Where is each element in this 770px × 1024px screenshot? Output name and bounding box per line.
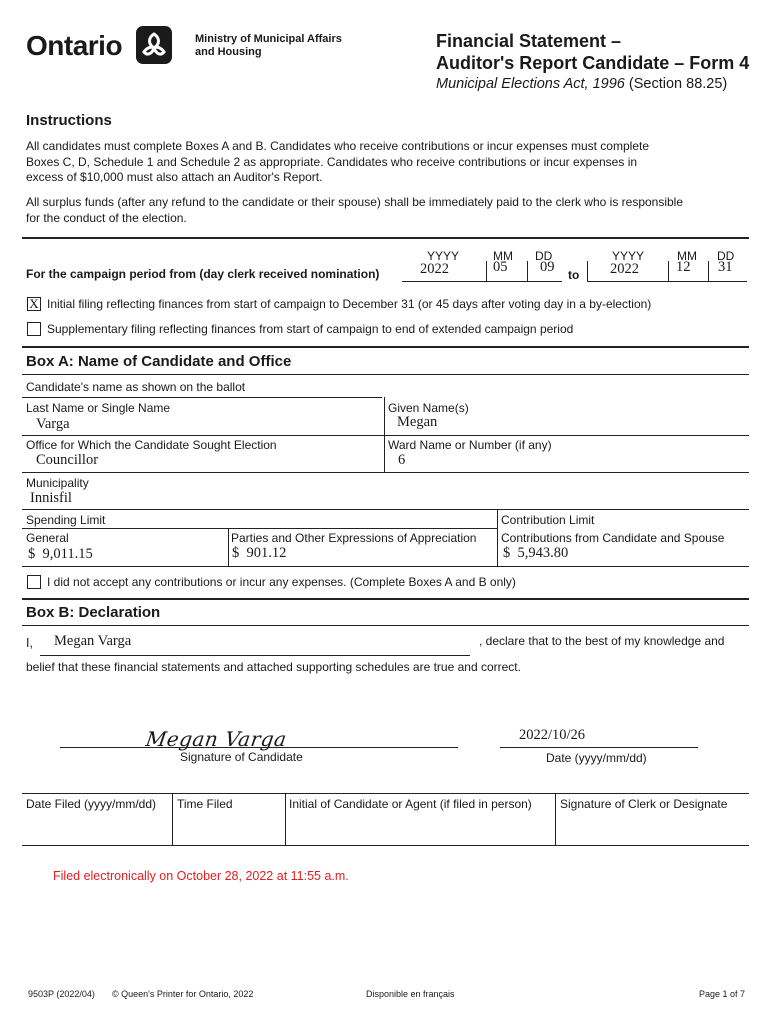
divider xyxy=(22,625,749,626)
from-yyyy-label: YYYY xyxy=(427,249,460,263)
divider xyxy=(22,374,749,375)
divider xyxy=(22,397,382,398)
parties-value[interactable]: $ 901.12 xyxy=(232,545,287,561)
copyright: © Queen's Printer for Ontario, 2022 xyxy=(112,989,254,999)
from-date-underline xyxy=(402,281,562,282)
contrib-candidate-value[interactable]: $ 5,943.80 xyxy=(503,545,569,561)
date-tick xyxy=(527,261,528,281)
ward-label: Ward Name or Number (if any) xyxy=(388,438,552,452)
supplementary-filing-checkbox[interactable] xyxy=(27,322,41,336)
declare-text: , declare that to the best of my knowledge and xyxy=(479,634,725,648)
divider xyxy=(22,435,749,436)
box-a-heading: Box A: Name of Candidate and Office xyxy=(26,353,292,370)
divider xyxy=(172,793,173,845)
instructions-para-2 xyxy=(26,195,683,226)
to-dd-label: DD xyxy=(717,249,735,263)
ballot-note: Candidate's name as shown on the ballot xyxy=(26,380,246,394)
divider xyxy=(22,598,749,600)
last-name-field[interactable]: Varga xyxy=(36,416,70,432)
instr-line: All surplus funds (after any refund to the candidate or their spouse) shall be immediately paid to the clerk who is responsible xyxy=(26,195,684,209)
municipality-label: Municipality xyxy=(26,476,89,490)
contribution-limit-label: Contribution Limit xyxy=(501,513,595,527)
date-underline xyxy=(500,747,698,748)
logo-wordmark: Ontario xyxy=(26,30,123,61)
ministry-name xyxy=(195,33,342,59)
signature-underline xyxy=(60,747,458,748)
date-tick xyxy=(587,261,588,281)
instr-line: excess of $10,000 must also attach an Auditor's Report. xyxy=(26,170,323,184)
parties-label: Parties and Other Expressions of Appreciation xyxy=(231,531,477,545)
instr-line: for the conduct of the election. xyxy=(26,210,187,225)
belief-text: belief that these financial statements and attached supporting schedules are true and correct. xyxy=(26,660,521,674)
last-name-label: Last Name or Single Name xyxy=(26,401,171,415)
instr-line: Boxes C, D, Schedule 1 and Schedule 2 as appropriate. Candidates who receive contributions or incur expenses in xyxy=(26,154,638,169)
instructions-para-1 xyxy=(26,139,649,186)
to-date-underline xyxy=(587,281,747,282)
to-mm-label: MM xyxy=(677,249,697,263)
from-day-field[interactable]: 09 xyxy=(540,259,555,275)
ward-field[interactable]: 6 xyxy=(398,452,406,468)
divider xyxy=(285,793,286,845)
box-b-heading: Box B: Declaration xyxy=(26,604,161,621)
initial-filing-label: Initial filing reflecting finances from start of campaign to December 31 (or 45 days after voting day in a by-election) xyxy=(47,297,652,311)
divider xyxy=(228,528,229,567)
signature-label: Signature of Candidate xyxy=(180,750,303,764)
from-dd-label: DD xyxy=(535,249,553,263)
to-label: to xyxy=(568,268,580,282)
divider xyxy=(22,346,749,348)
signature-date-field[interactable]: 2022/10/26 xyxy=(519,727,586,743)
act-section: (Section 88.25) xyxy=(624,76,728,92)
divider xyxy=(22,845,749,846)
act-reference xyxy=(436,76,727,92)
act-name: Municipal Elections Act, 1996 xyxy=(436,76,625,92)
form-title xyxy=(436,30,749,74)
form-number: 9503P (2022/04) xyxy=(28,989,95,999)
ministry-line-2: and Housing xyxy=(195,46,262,58)
ontario-logo xyxy=(26,26,166,66)
time-filed-label: Time Filed xyxy=(177,797,233,811)
divider xyxy=(22,472,749,473)
candidate-signature: Megan Varga xyxy=(144,727,289,751)
initial-agent-label: Initial of Candidate or Agent (if filed in person) xyxy=(289,797,532,811)
no-contributions-label: I did not accept any contributions or incur any expenses. (Complete Boxes A and B only) xyxy=(47,575,516,589)
supplementary-filing-label: Supplementary filing reflecting finances from start of campaign to end of extended campaign period xyxy=(47,322,574,336)
date-filed-label: Date Filed (yyyy/mm/dd) xyxy=(26,797,157,811)
to-yyyy-label: YYYY xyxy=(612,249,645,263)
period-label: For the campaign period from (day clerk received nomination) xyxy=(26,267,380,281)
title-line-2: Auditor's Report Candidate – Form 4 xyxy=(436,53,750,73)
page-number: Page 1 of 7 xyxy=(699,989,746,999)
from-year-field[interactable]: 2022 xyxy=(420,261,449,277)
i-label: I, xyxy=(26,636,33,650)
date-tick xyxy=(668,261,669,281)
contrib-candidate-label: Contributions from Candidate and Spouse xyxy=(501,531,725,545)
office-field[interactable]: Councillor xyxy=(36,452,99,468)
general-label: General xyxy=(26,531,69,545)
from-month-field[interactable]: 05 xyxy=(493,259,508,275)
office-label: Office for Which the Candidate Sought Election xyxy=(26,438,277,452)
given-name-label: Given Name(s) xyxy=(388,401,469,415)
initial-filing-checkbox[interactable]: X xyxy=(27,297,41,311)
date-label: Date (yyyy/mm/dd) xyxy=(546,751,647,765)
clerk-signature-label: Signature of Clerk or Designate xyxy=(560,797,728,811)
french-availability: Disponible en français xyxy=(366,989,455,999)
divider xyxy=(22,793,749,794)
from-mm-label: MM xyxy=(493,249,513,263)
title-line-1: Financial Statement – xyxy=(436,31,622,51)
spending-limit-label: Spending Limit xyxy=(26,513,106,527)
to-day-field[interactable]: 31 xyxy=(718,259,733,275)
instr-line: All candidates must complete Boxes A and B. Candidates who receive contributions or incur expenses must complete xyxy=(26,139,649,153)
general-value[interactable]: $ 9,011.15 xyxy=(28,546,93,562)
date-tick xyxy=(486,261,487,281)
no-contributions-checkbox[interactable] xyxy=(27,575,41,589)
declarant-underline xyxy=(40,655,470,656)
municipality-field[interactable]: Innisfil xyxy=(30,490,72,506)
divider xyxy=(22,237,749,239)
divider xyxy=(555,793,556,845)
given-name-field[interactable]: Megan xyxy=(397,414,438,430)
declarant-name-field[interactable]: Megan Varga xyxy=(54,633,132,649)
filed-electronically-note: Filed electronically on October 28, 2022 at 11:55 a.m. xyxy=(53,869,349,883)
date-tick xyxy=(708,261,709,281)
trillium-icon xyxy=(136,26,172,64)
divider xyxy=(22,528,498,529)
to-year-field[interactable]: 2022 xyxy=(610,261,639,277)
ministry-line-1: Ministry of Municipal Affairs xyxy=(195,33,342,45)
to-month-field[interactable]: 12 xyxy=(676,259,691,275)
divider xyxy=(22,509,749,510)
divider xyxy=(22,566,749,567)
divider xyxy=(497,509,498,567)
instructions-heading: Instructions xyxy=(26,112,112,129)
